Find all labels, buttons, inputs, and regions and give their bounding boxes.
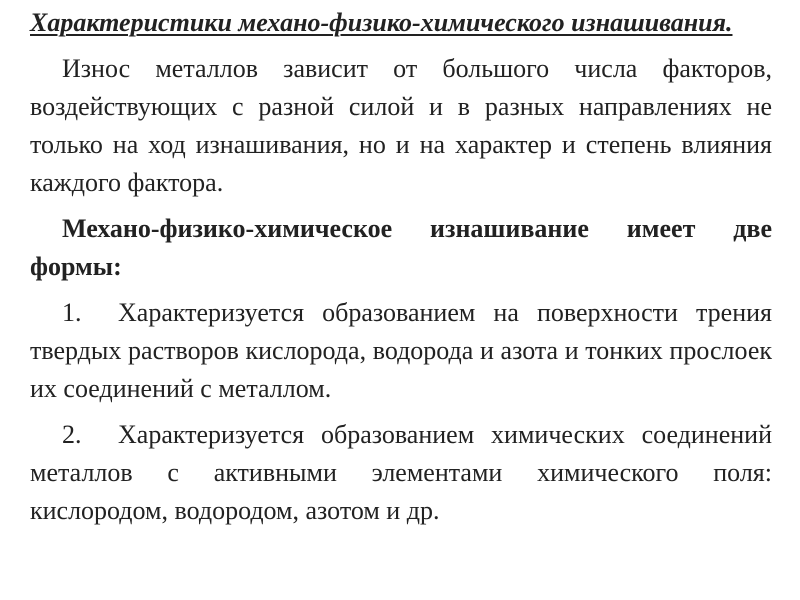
list-item-2: [30, 416, 772, 530]
list-item-number: 1.: [62, 298, 82, 327]
list-item-1: [30, 294, 772, 408]
list-item-number: 2.: [62, 420, 82, 449]
document-heading: Характеристики механо-физико-химического изнашивания.: [30, 8, 733, 37]
paragraph-two-forms: Механо-физико-химическое изнашивание имеет две формы:: [30, 214, 772, 281]
list-item-text: Характеризуется образованием на поверхности трения твердых растворов кислорода, водорода и азота и тонких прослоек их соединений с металлом.: [30, 298, 772, 403]
list-item-text: Характеризуется образованием химических соединений металлов с активными элементами химического поля: кислородом, водородом, азотом и др.: [30, 420, 772, 525]
document-body: [30, 4, 772, 538]
paragraph-wear-factors: Износ металлов зависит от большого числа факторов, воздействующих с разной силой и в разных направлениях не только на ход изнашивания, но и на характер и степень влияния каждого фактора.: [30, 54, 772, 197]
